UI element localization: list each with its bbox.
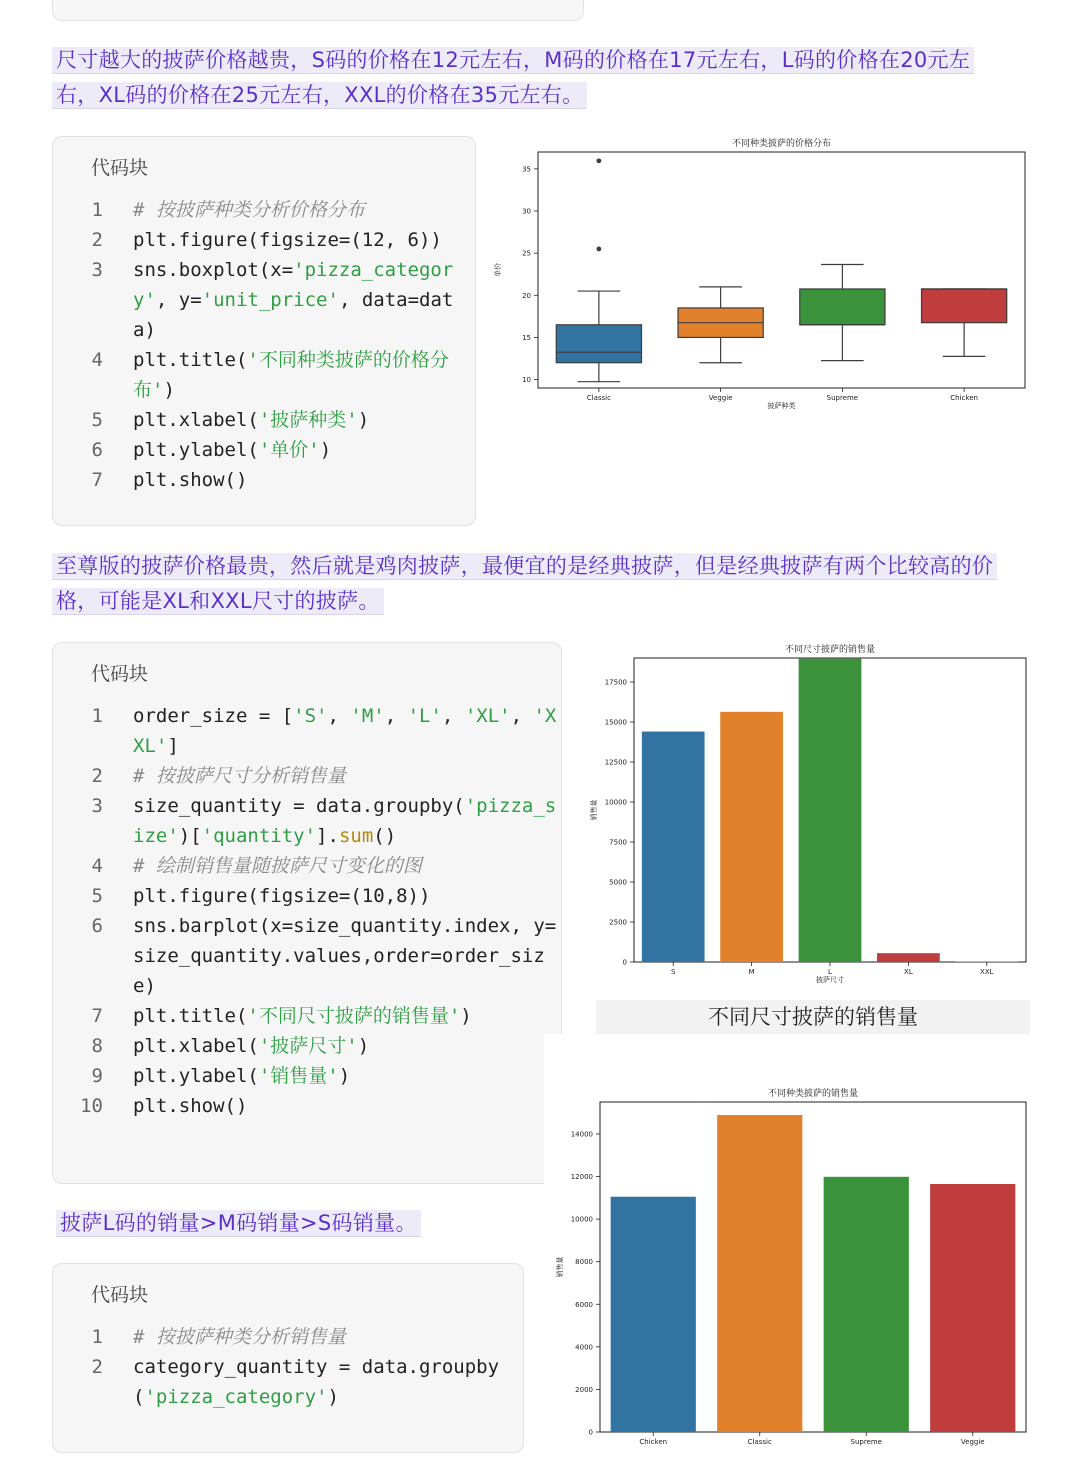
box-classic <box>556 325 641 363</box>
code-text <box>133 195 475 225</box>
box-supreme <box>800 289 885 325</box>
bar-l <box>799 659 862 962</box>
y-tick-label: 5000 <box>609 879 627 887</box>
line-number: 3 <box>53 255 133 345</box>
code-block-title: 代码块 <box>91 1280 148 1307</box>
code-line <box>53 405 475 435</box>
highlight-1-line-2: 右，XL码的价格在25元左右，XXL的价格在35元左右。 <box>52 82 587 109</box>
y-axis-label: 销售量 <box>589 800 598 821</box>
code-text <box>133 1322 523 1352</box>
code-token: '不同尺寸披萨的销售量' <box>247 1005 460 1027</box>
code-token: # 按披萨种类分析价格分布 <box>133 199 365 221</box>
barchart-sales-by-size <box>580 640 1036 992</box>
code-line <box>53 1091 561 1121</box>
y-tick-label: 4000 <box>575 1343 593 1351</box>
line-number: 4 <box>53 851 133 881</box>
code-token: '单价' <box>259 439 320 461</box>
code-line <box>53 791 561 851</box>
code-text <box>133 225 475 255</box>
line-number: 5 <box>53 881 133 911</box>
code-token: 'M' <box>350 705 384 727</box>
code-token: category_quantity = data.groupby( <box>133 1356 499 1408</box>
x-tick-label: M <box>749 968 755 976</box>
y-tick-label: 15 <box>522 334 531 342</box>
figure-caption: 不同尺寸披萨的销售量 <box>596 1000 1030 1034</box>
x-tick-label: L <box>828 968 832 976</box>
x-tick-label: Classic <box>587 394 611 402</box>
highlight-2-line-1: 至尊版的披萨价格最贵，然后就是鸡肉披萨，最便宜的是经典披萨，但是经典披萨有两个比较高的价 <box>52 553 997 580</box>
code-line <box>53 255 475 345</box>
previous-code-card <box>52 0 584 21</box>
y-tick-label: 25 <box>522 250 531 258</box>
code-text <box>133 345 475 405</box>
code-line <box>53 1061 561 1091</box>
code-token: 'pizza_category' <box>133 259 453 311</box>
code-token: () <box>373 825 396 847</box>
line-number: 1 <box>53 195 133 225</box>
code-token: , <box>385 705 408 727</box>
line-number: 4 <box>53 345 133 405</box>
y-tick-label: 35 <box>522 165 531 173</box>
code-token: plt.title( <box>133 349 247 371</box>
code-token: size_quantity = data.groupby( <box>133 795 465 817</box>
bar-m <box>720 712 783 962</box>
code-lines[interactable] <box>53 1322 523 1412</box>
chart-title: 不同种类披萨的价格分布 <box>732 137 831 149</box>
box-chicken <box>922 289 1007 323</box>
code-token: plt.show() <box>133 469 247 491</box>
code-line <box>53 1352 523 1412</box>
code-token: 'XXL' <box>133 705 556 757</box>
highlight-1-line-1: 尺寸越大的披萨价格越贵，S码的价格在12元左右，M码的价格在17元左右，L码的价格在20元左 <box>52 47 974 74</box>
highlight-2-line-2: 格，可能是XL和XXL尺寸的披萨。 <box>52 588 384 615</box>
y-tick-label: 6000 <box>575 1301 593 1309</box>
code-token: ) <box>460 1005 471 1027</box>
boxplot-price-by-category <box>496 134 1036 416</box>
code-line <box>53 701 561 761</box>
code-token: plt.title( <box>133 1005 247 1027</box>
code-text <box>133 255 475 345</box>
x-tick-label: Chicken <box>950 394 978 402</box>
code-token: 'L' <box>408 705 442 727</box>
code-token: , y= <box>156 289 202 311</box>
code-token: plt.ylabel( <box>133 1065 259 1087</box>
code-token: ) <box>339 1065 350 1087</box>
code-block-2 <box>52 642 562 1184</box>
y-tick-label: 17500 <box>605 679 627 687</box>
code-text <box>133 1001 561 1031</box>
y-tick-label: 10 <box>522 376 531 384</box>
bar-classic <box>717 1115 802 1432</box>
code-line <box>53 1001 561 1031</box>
line-number: 7 <box>53 465 133 495</box>
y-tick-label: 14000 <box>571 1130 593 1138</box>
line-number: 5 <box>53 405 133 435</box>
code-text <box>133 701 561 761</box>
code-text <box>133 405 475 435</box>
code-token: , <box>442 705 465 727</box>
line-number: 6 <box>53 911 133 1001</box>
analysis-highlight-3 <box>56 1206 421 1241</box>
bar-chicken <box>611 1197 696 1432</box>
code-block-3 <box>52 1263 524 1453</box>
code-text <box>133 851 561 881</box>
bar-s <box>642 732 705 962</box>
y-tick-label: 12500 <box>605 759 627 767</box>
y-tick-label: 0 <box>623 959 627 967</box>
y-axis-label: 单价 <box>493 263 502 277</box>
line-number: 1 <box>53 1322 133 1352</box>
code-line <box>53 881 561 911</box>
code-token: plt.xlabel( <box>133 1035 259 1057</box>
y-tick-label: 0 <box>589 1429 593 1437</box>
y-tick-label: 10000 <box>571 1216 593 1224</box>
code-block-1 <box>52 136 476 526</box>
code-text <box>133 791 561 851</box>
line-number: 3 <box>53 791 133 851</box>
x-tick-label: Chicken <box>639 1438 667 1446</box>
chart-title: 不同种类披萨的销售量 <box>768 1087 858 1099</box>
code-token: '不同种类披萨的价格分布' <box>133 349 449 401</box>
code-line <box>53 1322 523 1352</box>
code-token: order_size = [ <box>133 705 293 727</box>
code-text <box>133 1061 561 1091</box>
code-token: , data=data) <box>133 289 453 341</box>
x-tick-label: Supreme <box>827 394 858 402</box>
y-tick-label: 8000 <box>575 1258 593 1266</box>
code-token: 'quantity' <box>202 825 316 847</box>
code-lines[interactable] <box>53 195 475 495</box>
line-number: 1 <box>53 701 133 761</box>
y-tick-label: 7500 <box>609 839 627 847</box>
code-text <box>133 911 561 1001</box>
code-token: 'pizza_size' <box>133 795 556 847</box>
code-token: ] <box>167 735 178 757</box>
code-text <box>133 435 475 465</box>
code-text <box>133 1091 561 1121</box>
y-tick-label: 30 <box>522 208 531 216</box>
code-line <box>53 345 475 405</box>
code-line <box>53 465 475 495</box>
x-axis-label: 披萨尺寸 <box>816 975 844 984</box>
code-token: ) <box>163 379 174 401</box>
code-text <box>133 881 561 911</box>
code-line <box>53 911 561 1001</box>
code-token: '销售量' <box>259 1065 339 1087</box>
code-token: 'unit_price' <box>202 289 339 311</box>
highlight-3-text: 披萨L码的销量>M码销量>S码销量。 <box>56 1210 421 1237</box>
code-token: ) <box>320 439 331 461</box>
x-tick-label: S <box>671 968 676 976</box>
line-number: 6 <box>53 435 133 465</box>
x-tick-label: Veggie <box>709 394 733 402</box>
code-lines[interactable] <box>53 701 561 1121</box>
analysis-highlight-2 <box>52 549 1032 619</box>
line-number: 8 <box>53 1031 133 1061</box>
code-token: plt.figure(figsize=(12, 6)) <box>133 229 442 251</box>
code-block-title: 代码块 <box>91 659 148 686</box>
bar-veggie <box>930 1184 1015 1432</box>
bar-xl <box>877 953 940 962</box>
code-text <box>133 761 561 791</box>
y-tick-label: 10000 <box>605 799 627 807</box>
x-tick-label: Classic <box>748 1438 772 1446</box>
chart-title: 不同尺寸披萨的销售量 <box>785 643 875 655</box>
code-token: '披萨种类' <box>259 409 358 431</box>
y-tick-label: 15000 <box>605 719 627 727</box>
code-token: ]. <box>316 825 339 847</box>
code-line <box>53 195 475 225</box>
code-token: # 按披萨种类分析销售量 <box>133 1326 346 1348</box>
line-number: 2 <box>53 761 133 791</box>
code-token: '披萨尺寸' <box>259 1035 358 1057</box>
code-token: # 绘制销售量随披萨尺寸变化的图 <box>133 855 422 877</box>
code-token: sum <box>339 825 373 847</box>
code-token: 'S' <box>293 705 327 727</box>
code-token: ) <box>358 1035 369 1057</box>
code-token: , <box>327 705 350 727</box>
line-number: 10 <box>53 1091 133 1121</box>
y-axis-label: 销售量 <box>555 1257 564 1278</box>
line-number: 2 <box>53 225 133 255</box>
code-line <box>53 761 561 791</box>
y-tick-label: 20 <box>522 292 531 300</box>
x-tick-label: Supreme <box>851 1438 882 1446</box>
x-axis-label: 披萨种类 <box>768 401 796 410</box>
analysis-highlight-1 <box>52 43 1012 113</box>
code-line <box>53 1031 561 1061</box>
code-token: 'XL' <box>465 705 511 727</box>
code-token: sns.boxplot(x= <box>133 259 293 281</box>
box-outlier <box>596 158 601 163</box>
boxplot-svg <box>496 134 1036 416</box>
code-text <box>133 1031 561 1061</box>
code-text <box>133 465 475 495</box>
code-token: plt.figure(figsize=(10,8)) <box>133 885 430 907</box>
code-token: # 按披萨尺寸分析销售量 <box>133 765 346 787</box>
code-token: sns.barplot(x=size_quantity.index, y=size_quantity.values,order=order_size) <box>133 915 556 997</box>
code-token: ) <box>358 409 369 431</box>
code-token: ) <box>327 1386 338 1408</box>
code-line <box>53 225 475 255</box>
code-token: 'pizza_category' <box>144 1386 327 1408</box>
y-tick-label: 2000 <box>575 1386 593 1394</box>
code-line <box>53 851 561 881</box>
code-text <box>133 1352 523 1412</box>
barchart-sales-by-category <box>556 1080 1036 1440</box>
code-token: plt.xlabel( <box>133 409 259 431</box>
code-block-title: 代码块 <box>91 153 148 180</box>
box-outlier <box>596 247 601 252</box>
size-barchart-svg <box>580 640 1036 992</box>
y-tick-label: 2500 <box>609 919 627 927</box>
bar-supreme <box>824 1177 909 1432</box>
code-line <box>53 435 475 465</box>
line-number: 7 <box>53 1001 133 1031</box>
code-token: )[ <box>179 825 202 847</box>
code-token: plt.ylabel( <box>133 439 259 461</box>
line-number: 9 <box>53 1061 133 1091</box>
x-tick-label: XXL <box>980 968 994 976</box>
code-token: , <box>511 705 534 727</box>
y-tick-label: 12000 <box>571 1173 593 1181</box>
line-number: 2 <box>53 1352 133 1412</box>
x-tick-label: Veggie <box>961 1438 985 1446</box>
category-barchart-svg <box>556 1080 1036 1460</box>
x-tick-label: XL <box>904 968 913 976</box>
code-token: plt.show() <box>133 1095 247 1117</box>
